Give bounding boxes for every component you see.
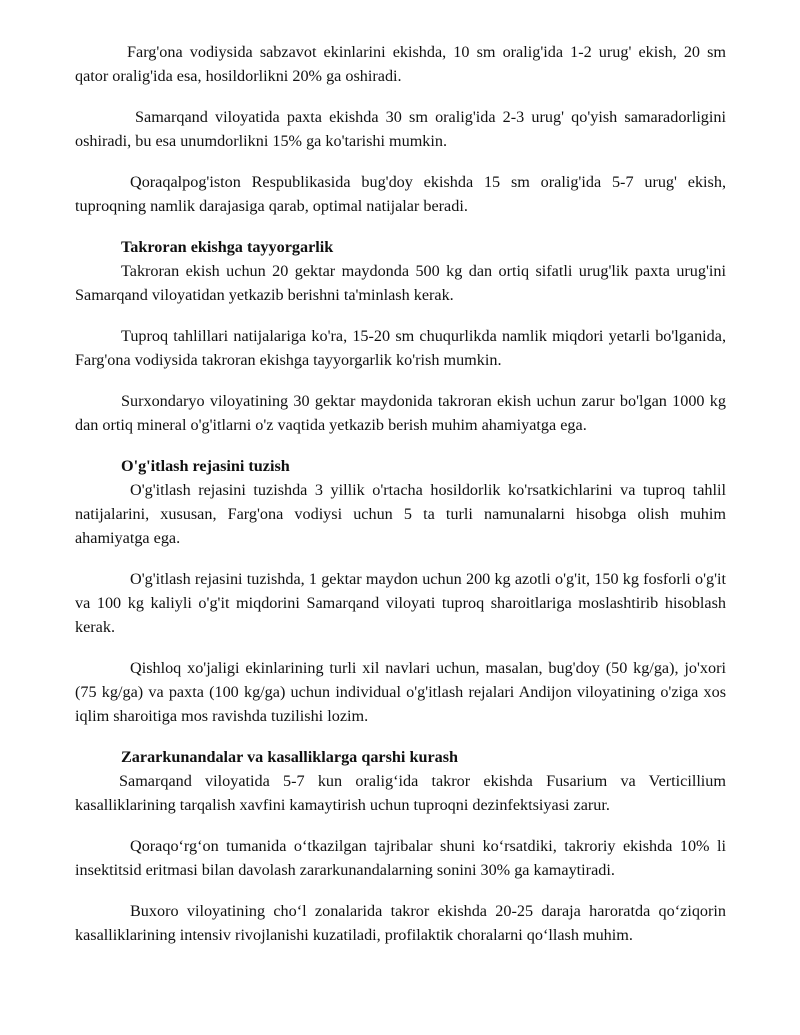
section-paragraph: Tuproq tahlillari natijalariga ko'ra, 15-20 sm chuqurlikda namlik miqdori yetarli bo'lganida, Farg'ona vodiysida takroran ekishga tayyorgarlik ko'rish mumkin. (75, 327, 726, 369)
section-paragraph: Takroran ekish uchun 20 gektar maydonda 500 kg dan ortiq sifatli urug'lik paxta urug'ini Samarqand viloyatidan yetkazib berishni ta'minlash kerak. (75, 262, 726, 304)
intro-paragraph-1: Farg'ona vodiysida sabzavot ekinlarini ekishda, 10 sm oralig'ida 1-2 urug' ekish, 20 sm qator oralig'ida esa, hosildorlikni 20% ga oshiradi. (75, 43, 726, 85)
section-paragraph: O'g'itlash rejasini tuzishda 3 yillik o'rtacha hosildorlik ko'rsatkichlarini va tuproq tahlil natijalarini, xususan, Farg'ona vodiysi uchun 5 ta turli namunalarni hisobga olish muhim ahamiyatga ega. (75, 481, 726, 547)
section-paragraph: Qoraqo‘rg‘on tumanida o‘tkazilgan tajribalar shuni ko‘rsatdiki, takroriy ekishda 10% li insektitsid eritmasi bilan davolash zararkunandalarning sonini 30% ga kamaytiradi. (75, 837, 726, 879)
intro-paragraph-2: Samarqand viloyatida paxta ekishda 30 sm oralig'ida 2-3 urug' qo'yish samaradorligini oshiradi, bu esa unumdorlikni 15% ga ko'tarishi mumkin. (75, 108, 726, 150)
section-paragraph: Buxoro viloyatining cho‘l zonalarida takror ekishda 20-25 daraja haroratda qo‘ziqorin kasalliklarining intensiv rivojlanishi kuzatiladi, profilaktik choralarni qo‘llash muhim. (75, 902, 726, 944)
section-heading: Zararkunandalar va kasalliklarga qarshi kurash (121, 748, 459, 766)
section-takroran-ekish (75, 235, 726, 437)
section-zararkunandalar (75, 745, 726, 947)
document-page (75, 40, 726, 964)
section-ogitlash-rejasi (75, 454, 726, 728)
section-paragraph: Surxondaryo viloyatining 30 gektar maydonida takroran ekish uchun zarur bo'lgan 1000 kg dan ortiq mineral o'g'itlarni o'z vaqtida yetkazib berish muhim ahamiyatga ega. (75, 392, 726, 434)
section-paragraph: O'g'itlash rejasini tuzishda, 1 gektar maydon uchun 200 kg azotli o'g'it, 150 kg fosforli o'g'it va 100 kg kaliyli o'g'it miqdorini Samarqand viloyati tuproq sharoitlariga moslashtirib hisoblash kerak. (75, 570, 726, 636)
intro-paragraph-3: Qoraqalpog'iston Respublikasida bug'doy ekishda 15 sm oralig'ida 5-7 urug' ekish, tuproqning namlik darajasiga qarab, optimal natijalar beradi. (75, 173, 726, 215)
section-heading: Takroran ekishga tayyorgarlik (121, 238, 334, 256)
section-paragraph: Samarqand viloyatida 5-7 kun oralig‘ida takror ekishda Fusarium va Verticillium kasalliklarining tarqalish xavfini kamaytirish uchun tuproqni dezinfektsiyasi zarur. (75, 772, 726, 814)
section-heading: O'g'itlash rejasini tuzish (121, 457, 290, 475)
section-paragraph: Qishloq xo'jaligi ekinlarining turli xil navlari uchun, masalan, bug'doy (50 kg/ga), jo'xori (75 kg/ga) va paxta (100 kg/ga) uchun individual o'g'itlash rejalari Andijon viloyatining o'ziga xos iqlim sharoitiga mos ravishda tuzilishi lozim. (75, 659, 726, 725)
